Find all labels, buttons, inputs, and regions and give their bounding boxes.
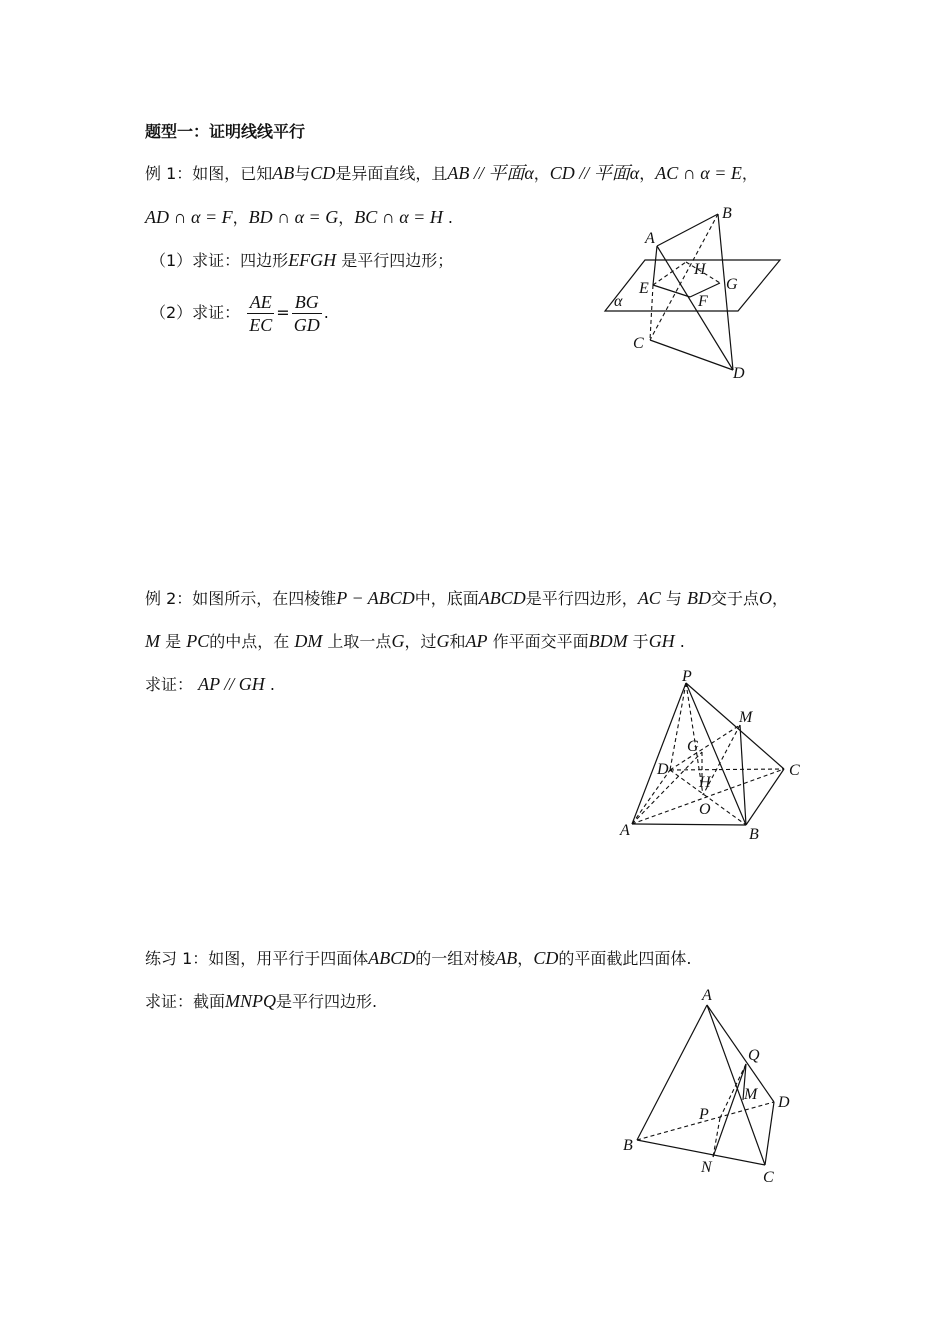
ex2-math-PABCD: P − ABCD [336,588,415,608]
pr1-math-MNPQ: MNPQ [225,991,277,1011]
pr1-prove-label: 求证：截面 [145,992,226,1011]
example1-line1 [145,162,758,185]
edge-BM [740,725,746,825]
frac-num-AE: AE [247,291,274,314]
fig2-label-C: C [789,762,800,779]
fig2-label-P: P [682,668,692,685]
edge-CD [765,1102,774,1165]
edge-CD [650,340,733,370]
ex2-text-d: 的中点，在 [209,632,290,651]
fig3-label-D: D [778,1094,790,1111]
ex2-text-b: 是 [165,632,182,651]
ex2-text-a: 例 2：如图所示，在四棱锥 [145,589,337,608]
frac-period: . [323,303,329,322]
fig3-label-A: A [702,987,712,1004]
frac-den-GD: GD [293,315,320,335]
ex2-math-G2: G [436,631,450,651]
figure1-diagram [600,200,800,385]
example2-line1 [145,587,788,610]
fraction-AE-EC [247,291,274,336]
fig1-label-E: E [639,280,649,297]
figure3-diagram [620,985,800,1185]
edge-AB [632,824,746,825]
segment-QN [713,1064,746,1157]
example1-part2 [150,290,329,336]
ex1-p2-text: （2）求证： [150,303,241,322]
ex1-p1-EFGH: EFGH [288,250,337,270]
ex1-math-AB: AB [272,163,295,183]
segment-QP [720,1064,746,1118]
frac-equals: = [276,303,290,322]
pr1-comma: ， [517,949,534,968]
example2-line2 [145,630,685,653]
pr1-prove-end: 是平行四边形. [276,992,378,1011]
fig1-label-A: A [645,230,655,247]
fig2-label-G: G [687,738,699,755]
edge-PC [686,683,784,769]
edge-PD [670,683,686,770]
ex1-period: . [447,208,453,227]
frac-den-EC: EC [249,315,273,335]
ex1-math-AB-parallel: AB // 平面α [447,163,534,183]
ex2-text-f: 上取一点 [327,632,392,651]
edge-AD [632,770,670,824]
edge-AC-upper [653,246,657,285]
fig1-label-D: D [733,365,745,382]
segment-PN [713,1118,720,1157]
fig2-label-D: D [657,761,669,778]
ex2-prove-period: . [269,675,275,694]
ex1-comma3: ， [741,164,758,183]
practice1-line1 [145,947,691,970]
ex2-comma: ， [772,589,789,608]
edge-DC [670,769,784,770]
example1-part1 [150,249,453,272]
edge-AB [637,1005,707,1140]
ex1-comma5: ， [338,208,355,227]
pr1-math-CD: CD [533,948,559,968]
pr1-text-c: 的一组对棱 [415,949,496,968]
fig3-label-B: B [623,1137,633,1154]
ex1-text-c: 与 [294,164,311,183]
fig1-label-H: H [694,261,706,278]
example1-line2 [145,206,453,229]
ex1-math-AC-E: AC ∩ α = E [655,163,742,183]
ex2-math-GH: GH [648,631,675,651]
fig2-label-A: A [620,822,630,839]
ex1-math-CD-parallel: CD // 平面α [549,163,640,183]
practice1-line2 [145,990,377,1013]
fig1-label-alpha: α [614,293,623,310]
ex1-math-BD-G: BD ∩ α = G [248,207,339,227]
fig2-label-H: H [699,774,711,791]
ex1-text-a: 例 1：如图，已知 [145,164,273,183]
fig3-label-C: C [763,1169,774,1186]
ex2-math-BD: BD [687,588,712,608]
ex2-math-AP-GH: AP // GH [198,674,265,694]
ex2-math-BDM: BDM [588,631,628,651]
fig1-label-G: G [726,276,738,293]
ex2-math-PC: PC [186,631,210,651]
ex1-comma1: ， [533,164,550,183]
edge-AC-lower [650,285,653,340]
fig1-label-C: C [633,335,644,352]
fig3-label-M: M [744,1086,758,1103]
ex2-period: . [679,632,685,651]
ex2-text-g: 与 [665,589,682,608]
fig3-label-P: P [699,1106,709,1123]
pr1-math-AB: AB [495,948,518,968]
edge-BC-hidden [650,214,718,340]
ex2-text-e: 是平行四边形， [525,589,638,608]
example2-line3 [145,673,275,696]
edge-BC [746,769,784,825]
section-title: 题型一：证明线线平行 [145,122,306,141]
edge-DM [670,725,740,770]
fig2-label-M: M [739,709,753,726]
ex2-math-AC: AC [637,588,661,608]
ex1-p1-end: 是平行四边形； [341,251,454,270]
ex1-math-CD: CD [310,163,336,183]
fig3-label-Q: Q [748,1047,760,1064]
ex2-math-DM: DM [294,631,323,651]
ex1-math-AD-F: AD ∩ α = F [145,207,233,227]
ex2-prove-label: 求证： [145,675,194,694]
ex2-text-i: 交于点 [711,589,760,608]
edge-PA [632,683,686,824]
ex2-text-j: 和 [449,632,466,651]
edge-AB [657,214,718,246]
pr1-math-ABCD: ABCD [368,948,416,968]
ex1-comma4: ， [232,208,249,227]
ex2-math-ABCD: ABCD [478,588,526,608]
ex2-text-c: 中，底面 [414,589,479,608]
ex2-math-M: M [145,631,160,651]
ex1-p1-text: （1）求证：四边形 [150,251,289,270]
figure2-diagram [615,665,815,845]
edge-AD [707,1005,774,1102]
ex2-text-l: 作平面交平面 [492,632,589,651]
ex1-text-e: 是异面直线，且 [335,164,448,183]
fig2-label-O: O [699,801,711,818]
fig1-label-B: B [722,205,732,222]
ex1-math-BC-H: BC ∩ α = H [354,207,443,227]
frac-num-BG: BG [292,291,322,314]
ex2-text-n: 于 [632,632,649,651]
fraction-BG-GD [292,291,322,336]
fig3-label-N: N [701,1159,712,1176]
pr1-text-a: 练习 1：如图，用平行于四面体 [145,949,369,968]
fig2-label-B: B [749,826,759,843]
ex2-math-AP: AP [465,631,488,651]
fig1-label-F: F [698,293,708,310]
ex1-comma2: ， [639,164,656,183]
ex2-math-O: O [759,588,773,608]
pr1-text-g: 的平面截此四面体. [558,949,692,968]
ex2-text-h: ，过 [404,632,437,651]
ex2-math-G1: G [391,631,405,651]
